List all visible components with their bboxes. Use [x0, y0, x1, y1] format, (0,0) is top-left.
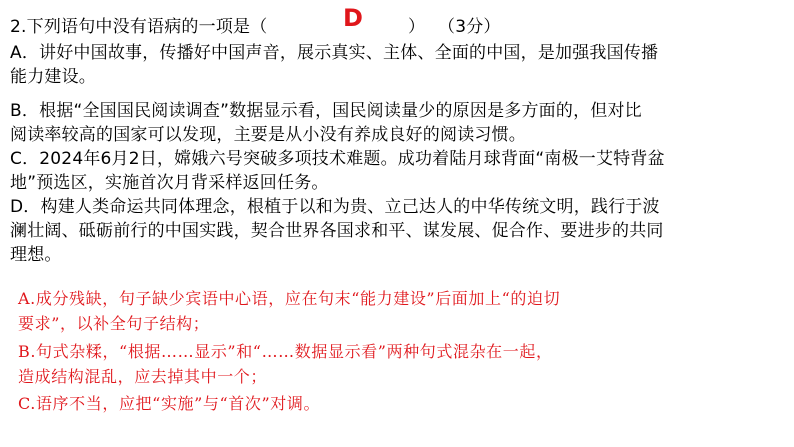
- question-paren-close: ）: [408, 17, 426, 37]
- option-b-line-2: 阅读率较高的国家可以发现，主要是从小没有养成良好的阅读习惯。: [10, 125, 526, 145]
- answer-letter: D: [343, 4, 363, 32]
- question-title: 2.下列语句中没有语病的一项是（: [10, 17, 268, 37]
- analysis-c-line-1: C.语序不当，应把“实施”与“首次”对调。: [18, 394, 321, 413]
- option-d-line-1: D．构建人类命运共同体理念，根植于以和为贵、立己达人的中华传统文明，践行于波: [10, 197, 660, 217]
- question-score: （3分）: [438, 17, 501, 37]
- analysis-b-line-2: 造成结构混乱，应去掉其中一个；: [18, 367, 268, 386]
- option-b-line-1: B．根据“全国国民阅读调查”数据显示看，国民阅读量少的原因是多方面的，但对比: [10, 101, 642, 121]
- analysis-a-line-2: 要求”，以补全句子结构；: [18, 314, 210, 333]
- option-d-line-3: 理想。: [10, 245, 62, 265]
- analysis-a-line-1: A.成分残缺，句子缺少宾语中心语，应在句末“能力建设”后面加上“的迫切: [18, 289, 561, 308]
- option-a-line-1: A．讲好中国故事，传播好中国声音，展示真实、主体、全面的中国，是加强我国传播: [10, 43, 659, 63]
- option-c-line-1: C．2024年6月2日，嫦娥六号突破多项技术难题。成功着陆月球背面“南极一艾特背盆: [10, 149, 665, 169]
- analysis-b-line-1: B.句式杂糅，“根据……显示”和“……数据显示看”两种句式混杂在一起，: [18, 342, 553, 361]
- option-d-line-2: 澜壮阔、砥砺前行的中国实践，契合世界各国求和平、谋发展、促合作、要进步的共同: [10, 221, 664, 241]
- option-a-line-2: 能力建设。: [10, 67, 96, 87]
- option-c-line-2: 地”预选区，实施首次月背采样返回任务。: [10, 173, 329, 193]
